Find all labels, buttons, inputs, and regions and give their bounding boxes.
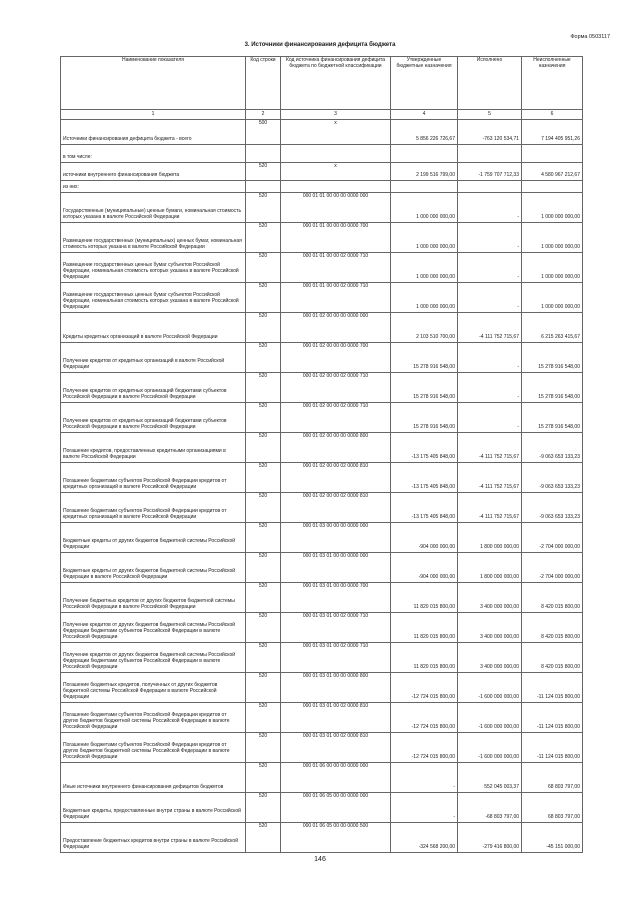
cell-remaining bbox=[522, 181, 583, 193]
cell-code: 520 bbox=[246, 193, 281, 223]
cell-code: 520 bbox=[246, 433, 281, 463]
cell-remaining: 1 000 000 000,00 bbox=[522, 223, 583, 253]
table-row bbox=[61, 793, 583, 823]
cell-name: Источники финансирования дефицита бюджета - всего bbox=[61, 120, 246, 145]
cell-executed: -1 600 000 000,00 bbox=[458, 673, 522, 703]
column-number: 4 bbox=[391, 110, 458, 120]
cell-code: 520 bbox=[246, 703, 281, 733]
cell-src: 000 01 06 05 00 00 0000 000 bbox=[281, 793, 391, 823]
cell-executed: - bbox=[458, 403, 522, 433]
cell-remaining: 1 000 000 000,00 bbox=[522, 193, 583, 223]
cell-src: 000 01 02 00 00 02 0000 710 bbox=[281, 403, 391, 433]
cell-remaining: -11 124 015 800,00 bbox=[522, 703, 583, 733]
cell-name: Размещение государственных ценных бумаг субъектов Российской Федерации, номинальная стоимость которых указана в валюте Российской Федерации bbox=[61, 283, 246, 313]
column-number-row bbox=[61, 110, 583, 120]
column-number: 2 bbox=[246, 110, 281, 120]
form-code: Форма 0503117 bbox=[570, 34, 610, 40]
cell-name: Получение кредитов от других бюджетов бюджетной системы Российской Федерации бюджетами субъектов Российской Федерации в валюте Российской Федерации bbox=[61, 643, 246, 673]
cell-name: Размещение государственных ценных бумаг субъектов Российской Федерации, номинальная стоимость которых указана в валюте Российской Федерации bbox=[61, 253, 246, 283]
cell-name: в том числе: bbox=[61, 145, 246, 163]
cell-executed: 3 400 000 000,00 bbox=[458, 643, 522, 673]
cell-code: 520 bbox=[246, 343, 281, 373]
table-row bbox=[61, 181, 583, 193]
cell-remaining: 4 580 967 212,67 bbox=[522, 163, 583, 181]
cell-name: из них: bbox=[61, 181, 246, 193]
cell-approved: -324 568 200,00 bbox=[391, 823, 458, 853]
cell-name: Бюджетные кредиты, предоставленные внутри страны в валюте Российской Федерации bbox=[61, 793, 246, 823]
cell-remaining: 1 000 000 000,00 bbox=[522, 253, 583, 283]
cell-executed: 3 400 000 000,00 bbox=[458, 613, 522, 643]
cell-src: 000 01 06 00 00 00 0000 000 bbox=[281, 763, 391, 793]
cell-executed: - bbox=[458, 373, 522, 403]
cell-executed: -763 120 534,71 bbox=[458, 120, 522, 145]
cell-executed: - bbox=[458, 343, 522, 373]
cell-remaining: 1 000 000 000,00 bbox=[522, 283, 583, 313]
cell-name: Погашение бюджетами субъектов Российской Федерации кредитов от других бюджетов бюджетной системы Российской Федерации в валюте Российской Федерации bbox=[61, 733, 246, 763]
cell-src: 000 01 06 05 00 00 0000 500 bbox=[281, 823, 391, 853]
cell-remaining: -11 124 015 800,00 bbox=[522, 673, 583, 703]
cell-approved: -12 724 015 800,00 bbox=[391, 703, 458, 733]
column-number: 6 bbox=[522, 110, 583, 120]
cell-executed: -68 803 797,00 bbox=[458, 793, 522, 823]
table-row bbox=[61, 120, 583, 145]
table-row bbox=[61, 283, 583, 313]
cell-approved: 5 856 226 726,67 bbox=[391, 120, 458, 145]
cell-remaining: -2 704 000 000,00 bbox=[522, 523, 583, 553]
cell-src: 000 01 01 00 00 00 0000 700 bbox=[281, 223, 391, 253]
cell-remaining: -2 704 000 000,00 bbox=[522, 553, 583, 583]
table-row bbox=[61, 373, 583, 403]
cell-src: 000 01 03 01 00 02 0000 710 bbox=[281, 613, 391, 643]
table-row bbox=[61, 673, 583, 703]
cell-name: Погашение бюджетами субъектов Российской Федерации кредитов от других бюджетов бюджетной системы Российской Федерации в валюте Российской Федерации bbox=[61, 703, 246, 733]
cell-remaining: -45 151 000,00 bbox=[522, 823, 583, 853]
table-row bbox=[61, 253, 583, 283]
cell-executed: -4 111 752 715,67 bbox=[458, 433, 522, 463]
cell-name: Получение кредитов от кредитных организаций в валюте Российской Федерации bbox=[61, 343, 246, 373]
cell-src: 000 01 03 01 00 00 0000 700 bbox=[281, 583, 391, 613]
cell-name: Иные источники внутреннего финансирования дефицитов бюджетов bbox=[61, 763, 246, 793]
cell-approved: 11 820 015 800,00 bbox=[391, 643, 458, 673]
cell-name: Бюджетные кредиты от других бюджетов бюджетной системы Российской Федерации в валюте Российской Федерации bbox=[61, 553, 246, 583]
table-row bbox=[61, 703, 583, 733]
cell-remaining: 8 420 015 800,00 bbox=[522, 643, 583, 673]
header-line-code: Код строки bbox=[246, 57, 281, 110]
cell-remaining: -11 124 015 800,00 bbox=[522, 733, 583, 763]
cell-approved: 15 278 916 548,00 bbox=[391, 343, 458, 373]
cell-src: 000 01 02 00 00 02 0000 810 bbox=[281, 463, 391, 493]
cell-code bbox=[246, 145, 281, 163]
cell-remaining: 8 420 015 800,00 bbox=[522, 583, 583, 613]
cell-approved: 11 820 015 800,00 bbox=[391, 583, 458, 613]
cell-name: Размещение государственных (муниципальных) ценных бумаг, номинальная стоимость которых указана в валюте Российской Федерации bbox=[61, 223, 246, 253]
cell-approved: 15 278 916 548,00 bbox=[391, 403, 458, 433]
header-remaining: Неисполненные назначения bbox=[522, 57, 583, 110]
table-row bbox=[61, 433, 583, 463]
cell-approved: -13 175 405 848,00 bbox=[391, 433, 458, 463]
table-row bbox=[61, 223, 583, 253]
cell-src: x bbox=[281, 163, 391, 181]
cell-name: Погашение бюджетами субъектов Российской Федерации кредитов от кредитных организаций в валюте Российской Федерации bbox=[61, 493, 246, 523]
table-row bbox=[61, 313, 583, 343]
cell-remaining: -9 063 653 133,23 bbox=[522, 493, 583, 523]
cell-executed: 3 400 000 000,00 bbox=[458, 583, 522, 613]
cell-name: Кредиты кредитных организаций в валюте Российской Федерации bbox=[61, 313, 246, 343]
cell-executed: - bbox=[458, 193, 522, 223]
cell-code: 520 bbox=[246, 223, 281, 253]
cell-code: 520 bbox=[246, 463, 281, 493]
cell-name: источники внутреннего финансирования бюджета bbox=[61, 163, 246, 181]
table-row bbox=[61, 343, 583, 373]
cell-approved: 1 000 000 000,00 bbox=[391, 253, 458, 283]
table-row bbox=[61, 643, 583, 673]
table-row bbox=[61, 493, 583, 523]
cell-executed: - bbox=[458, 223, 522, 253]
cell-src: 000 01 03 01 00 02 0000 810 bbox=[281, 703, 391, 733]
cell-approved: 2 103 510 700,00 bbox=[391, 313, 458, 343]
cell-approved: 1 000 000 000,00 bbox=[391, 193, 458, 223]
cell-executed bbox=[458, 181, 522, 193]
cell-src: 000 01 01 00 00 02 0000 710 bbox=[281, 283, 391, 313]
cell-code: 520 bbox=[246, 583, 281, 613]
cell-approved: 1 000 000 000,00 bbox=[391, 283, 458, 313]
cell-executed: -279 416 800,00 bbox=[458, 823, 522, 853]
cell-approved: -12 724 015 800,00 bbox=[391, 673, 458, 703]
table-row bbox=[61, 613, 583, 643]
cell-remaining: 6 215 263 415,67 bbox=[522, 313, 583, 343]
table-row bbox=[61, 523, 583, 553]
table-row bbox=[61, 763, 583, 793]
cell-name: Получение кредитов от других бюджетов бюджетной системы Российской Федерации бюджетами субъектов Российской Федерации в валюте Российской Федерации bbox=[61, 613, 246, 643]
column-number: 1 bbox=[61, 110, 246, 120]
cell-code: 500 bbox=[246, 120, 281, 145]
cell-name: Погашение бюджетами субъектов Российской Федерации кредитов от кредитных организаций в валюте Российской Федерации bbox=[61, 463, 246, 493]
cell-code: 520 bbox=[246, 283, 281, 313]
column-number: 5 bbox=[458, 110, 522, 120]
cell-remaining: 8 420 015 800,00 bbox=[522, 613, 583, 643]
cell-code: 520 bbox=[246, 163, 281, 181]
cell-name: Государственные (муниципальные) ценные бумаги, номинальная стоимость которых указана в валюте Российской Федерации bbox=[61, 193, 246, 223]
cell-executed bbox=[458, 145, 522, 163]
cell-approved: -904 000 000,00 bbox=[391, 553, 458, 583]
cell-approved: 15 278 916 548,00 bbox=[391, 373, 458, 403]
cell-approved: -904 000 000,00 bbox=[391, 523, 458, 553]
cell-executed: - bbox=[458, 253, 522, 283]
header-approved: Утвержденные бюджетные назначения bbox=[391, 57, 458, 110]
cell-name: Получение бюджетных кредитов от других бюджетов бюджетной системы Российской Федерации в валюте Российской Федерации bbox=[61, 583, 246, 613]
cell-approved: - bbox=[391, 763, 458, 793]
cell-name: Предоставление бюджетных кредитов внутри страны в валюте Российской Федерации bbox=[61, 823, 246, 853]
cell-src: 000 01 03 01 00 00 0000 800 bbox=[281, 673, 391, 703]
cell-code: 520 bbox=[246, 373, 281, 403]
table-header-row bbox=[61, 57, 583, 110]
table-row bbox=[61, 163, 583, 181]
header-source-code: Код источника финансирования дефицита бюджета по бюджетной классификации bbox=[281, 57, 391, 110]
cell-approved bbox=[391, 145, 458, 163]
cell-code: 520 bbox=[246, 733, 281, 763]
cell-src: 000 01 01 00 00 02 0000 710 bbox=[281, 253, 391, 283]
cell-code: 520 bbox=[246, 823, 281, 853]
table-row bbox=[61, 733, 583, 763]
cell-code: 520 bbox=[246, 493, 281, 523]
cell-src: 000 01 03 00 00 00 0000 000 bbox=[281, 523, 391, 553]
cell-src: 000 01 03 01 00 00 0000 000 bbox=[281, 553, 391, 583]
cell-src: 000 01 02 00 00 02 0000 810 bbox=[281, 493, 391, 523]
cell-code: 520 bbox=[246, 763, 281, 793]
cell-name: Бюджетные кредиты от других бюджетов бюджетной системы Российской Федерации bbox=[61, 523, 246, 553]
financing-sources-table bbox=[60, 56, 583, 853]
table-row bbox=[61, 145, 583, 163]
cell-code: 520 bbox=[246, 313, 281, 343]
cell-code: 520 bbox=[246, 523, 281, 553]
cell-remaining: -9 063 653 133,23 bbox=[522, 433, 583, 463]
cell-src: 000 01 03 01 00 02 0000 710 bbox=[281, 643, 391, 673]
table-row bbox=[61, 583, 583, 613]
cell-executed: 552 045 003,37 bbox=[458, 763, 522, 793]
cell-remaining: 15 278 916 548,00 bbox=[522, 373, 583, 403]
cell-code: 520 bbox=[246, 253, 281, 283]
cell-remaining: 15 278 916 548,00 bbox=[522, 403, 583, 433]
table-row bbox=[61, 553, 583, 583]
cell-approved: 11 820 015 800,00 bbox=[391, 613, 458, 643]
table-row bbox=[61, 463, 583, 493]
cell-remaining: 7 194 405 951,26 bbox=[522, 120, 583, 145]
cell-executed: -1 600 000 000,00 bbox=[458, 733, 522, 763]
cell-executed: -4 111 752 715,67 bbox=[458, 493, 522, 523]
cell-remaining: 15 278 916 548,00 bbox=[522, 343, 583, 373]
cell-src: 000 01 01 00 00 00 0000 000 bbox=[281, 193, 391, 223]
cell-approved: -13 175 405 848,00 bbox=[391, 493, 458, 523]
cell-src: 000 01 02 00 00 00 0000 000 bbox=[281, 313, 391, 343]
cell-remaining: 68 803 797,00 bbox=[522, 763, 583, 793]
header-executed: Исполнено bbox=[458, 57, 522, 110]
cell-remaining bbox=[522, 145, 583, 163]
cell-executed: -1 759 707 712,33 bbox=[458, 163, 522, 181]
cell-code: 520 bbox=[246, 673, 281, 703]
cell-approved bbox=[391, 181, 458, 193]
table-row bbox=[61, 193, 583, 223]
cell-approved: -12 724 015 800,00 bbox=[391, 733, 458, 763]
cell-code: 520 bbox=[246, 793, 281, 823]
cell-name: Получение кредитов от кредитных организаций бюджетами субъектов Российской Федерации в валюте Российской Федерации bbox=[61, 373, 246, 403]
cell-executed: 1 800 000 000,00 bbox=[458, 553, 522, 583]
cell-executed: - bbox=[458, 283, 522, 313]
cell-executed: -4 111 752 715,67 bbox=[458, 463, 522, 493]
cell-src: 000 01 03 01 00 02 0000 810 bbox=[281, 733, 391, 763]
cell-code: 520 bbox=[246, 643, 281, 673]
cell-code: 520 bbox=[246, 613, 281, 643]
cell-remaining: 68 803 797,00 bbox=[522, 793, 583, 823]
cell-approved: 1 000 000 000,00 bbox=[391, 223, 458, 253]
cell-src bbox=[281, 145, 391, 163]
cell-approved: - bbox=[391, 793, 458, 823]
cell-name: Погашение бюджетных кредитов, полученных от других бюджетов бюджетной системы Российской Федерации в валюте Российской Федерации bbox=[61, 673, 246, 703]
cell-remaining: -9 063 653 133,23 bbox=[522, 463, 583, 493]
table-row bbox=[61, 403, 583, 433]
cell-approved: -13 175 405 848,00 bbox=[391, 463, 458, 493]
document-title: 3. Источники финансирования дефицита бюджета bbox=[244, 42, 396, 48]
cell-executed: 1 800 000 000,00 bbox=[458, 523, 522, 553]
cell-src: 000 01 02 00 00 00 0000 700 bbox=[281, 343, 391, 373]
column-number: 3 bbox=[281, 110, 391, 120]
header-indicator-name: Наименование показателя bbox=[61, 57, 246, 110]
cell-executed: -1 600 000 000,00 bbox=[458, 703, 522, 733]
cell-executed: -4 111 752 715,67 bbox=[458, 313, 522, 343]
cell-src: 000 01 02 00 00 02 0000 710 bbox=[281, 373, 391, 403]
cell-src bbox=[281, 181, 391, 193]
table-row bbox=[61, 823, 583, 853]
page-number: 146 bbox=[314, 856, 326, 863]
cell-code: 520 bbox=[246, 403, 281, 433]
cell-name: Получение кредитов от кредитных организаций бюджетами субъектов Российской Федерации в валюте Российской Федерации bbox=[61, 403, 246, 433]
cell-code bbox=[246, 181, 281, 193]
cell-name: Погашение кредитов, предоставленных кредитными организациями в валюте Российской Федерации bbox=[61, 433, 246, 463]
cell-src: 000 01 02 00 00 00 0000 800 bbox=[281, 433, 391, 463]
cell-code: 520 bbox=[246, 553, 281, 583]
cell-src: x bbox=[281, 120, 391, 145]
cell-approved: 2 199 516 799,00 bbox=[391, 163, 458, 181]
